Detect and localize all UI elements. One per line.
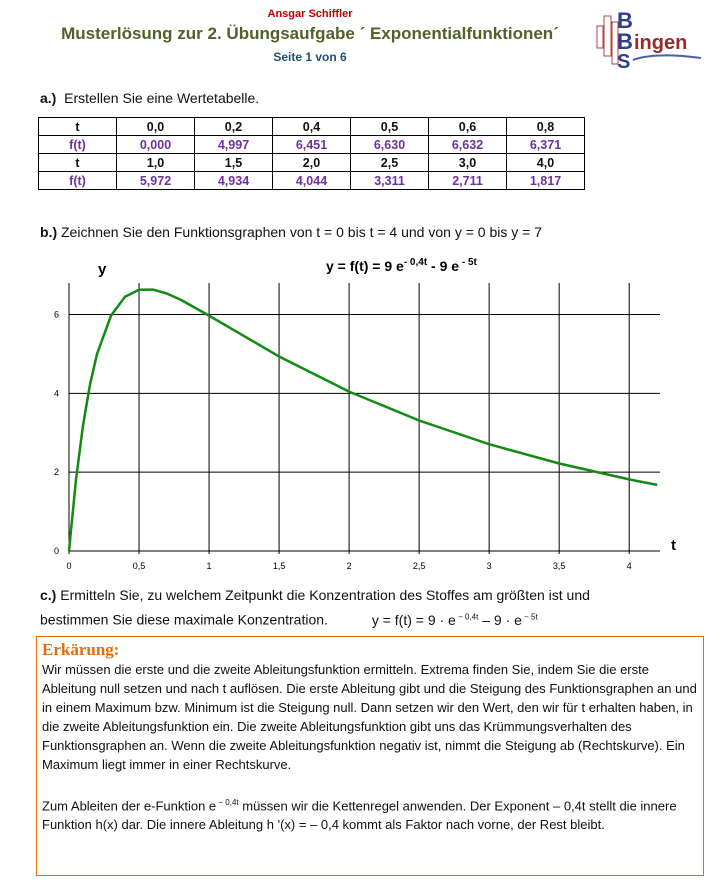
table-cell: 4,934 — [195, 172, 273, 190]
x-axis-label: t — [671, 537, 676, 554]
explanation-paragraph-2 — [42, 793, 698, 834]
y-axis-label: y — [98, 261, 107, 278]
text: Zum Ableiten der e-Funktion e — [42, 798, 217, 814]
y-tick-label: 6 — [53, 309, 59, 320]
text: müssen wir die Kettenregel anwenden. Der Exponent – 0,4t stellt die innere Funktion h(x) dar. Die innere Ableitung h '(x) = – 0,4 kommt als Faktor nach vorne, der Rest bleibt. — [42, 798, 677, 833]
table-cell: 6,632 — [429, 136, 507, 154]
author: Ansgar Schiffler — [267, 8, 353, 20]
chart-title — [326, 257, 478, 274]
row-header: t — [39, 154, 117, 172]
table-cell: 1,5 — [195, 154, 273, 172]
table-cell: 0,6 — [429, 118, 507, 136]
task-c-label: c.) — [40, 587, 57, 603]
bbs-bingen-logo — [595, 8, 705, 73]
x-tick-label: 4 — [626, 561, 632, 571]
task-c-formula — [372, 612, 538, 628]
x-tick-label: 2,5 — [412, 561, 426, 571]
table-cell: 2,5 — [351, 154, 429, 172]
task-c-line2: bestimmen Sie diese maximale Konzentration. — [40, 611, 328, 628]
table-cell: 2,0 — [273, 154, 351, 172]
table-cell: 6,630 — [351, 136, 429, 154]
y-tick-label: 0 — [53, 546, 59, 556]
svg-text:S: S — [617, 51, 631, 73]
table-cell: 4,997 — [195, 136, 273, 154]
row-header: f(t) — [39, 136, 117, 154]
table-cell: 0,0 — [117, 118, 195, 136]
task-a — [40, 90, 259, 106]
page-number: Seite 1 von 6 — [273, 50, 347, 64]
table-cell: 0,4 — [273, 118, 351, 136]
explanation-box — [36, 636, 704, 876]
function-graph — [30, 250, 700, 571]
value-table — [38, 117, 585, 190]
task-a-text: Erstellen Sie eine Wertetabelle. — [64, 90, 260, 106]
x-tick-label: 1,5 — [272, 561, 286, 571]
exponent: − 0,4t — [216, 798, 239, 807]
x-tick-label: 3 — [486, 561, 492, 571]
row-header: t — [39, 118, 117, 136]
table-cell: 1,817 — [507, 172, 585, 190]
table-cell: 0,8 — [507, 118, 585, 136]
table-cell: 4,0 — [507, 154, 585, 172]
svg-text:B: B — [617, 8, 633, 33]
x-tick-label: 0,5 — [132, 561, 146, 571]
function-curve — [69, 290, 657, 551]
table-cell: 0,000 — [117, 136, 195, 154]
table-row — [39, 118, 585, 136]
explanation-paragraph-1: Wir müssen die erste und die zweite Ableitungsfunktion ermitteln. Extrema finden Sie, indem Sie die erste Ableitung null setzen und nach t auflösen. Die erste Ableitung gibt und die Steigung des Funktionsgraphen an und in einem Maximum bzw. Minimum ist die Steigung null. Dann setzen wir den Wert, den wir für t erhalten haben, in die zweite Ableitungsfunktion ein. Die zweite Ableitungsfunktion gibt uns das Krümmungsverhalten des Funktionsgraphen an. Wenn die zweite Ableitungsfunktion negativ ist, nimmt die Steigung ab (Rechtskurve). Ein Maximum liegt immer in einer Rechtskurve. — [42, 662, 697, 772]
table-cell: 2,711 — [429, 172, 507, 190]
table-cell: 1,0 — [117, 154, 195, 172]
task-c-line1: Ermitteln Sie, zu welchem Zeitpunkt die Konzentration des Stoffes am größten ist und — [60, 587, 590, 603]
x-tick-label: 3,5 — [552, 561, 566, 571]
x-tick-label: 0 — [66, 561, 72, 571]
task-c — [40, 585, 590, 631]
row-header: f(t) — [39, 172, 117, 190]
task-b-label: b.) — [40, 224, 58, 240]
formula-part: y = f(t) = 9 · e — [371, 611, 456, 628]
title-part: - 0,4t — [403, 257, 428, 268]
title-part: y = f(t) = 9 e — [326, 258, 404, 274]
title-part: - 9 e — [427, 258, 460, 274]
document-title: Musterlösung zur 2. Übungsaufgabe ´ Exponentialfunktionen´ — [61, 24, 559, 43]
table-cell: 5,972 — [117, 172, 195, 190]
x-tick-label: 2 — [346, 561, 352, 571]
table-row — [39, 154, 585, 172]
table-cell: 4,044 — [273, 172, 351, 190]
task-a-label: a.) — [40, 90, 57, 106]
table-cell: 3,311 — [351, 172, 429, 190]
title-part: - 5t — [459, 257, 477, 268]
y-tick-label: 4 — [53, 388, 59, 399]
table-row — [39, 172, 585, 190]
task-b — [40, 224, 542, 240]
formula-part: – 9 · e — [478, 611, 522, 628]
task-b-text: Zeichnen Sie den Funktionsgraphen von t = 0 bis t = 4 und von y = 0 bis y = 7 — [61, 224, 542, 240]
table-cell: 6,451 — [273, 136, 351, 154]
table-row — [39, 136, 585, 154]
formula-exponent: − 0,4t — [455, 612, 479, 621]
table-cell: 0,2 — [195, 118, 273, 136]
svg-text:ingen: ingen — [634, 32, 688, 54]
svg-text:B: B — [617, 29, 633, 54]
y-tick-label: 2 — [53, 467, 59, 478]
table-cell: 6,371 — [507, 136, 585, 154]
x-tick-label: 1 — [206, 561, 212, 571]
table-cell: 0,5 — [351, 118, 429, 136]
explanation-title: Erkärung: — [42, 640, 120, 659]
formula-exponent: − 5t — [521, 612, 538, 621]
table-cell: 3,0 — [429, 154, 507, 172]
